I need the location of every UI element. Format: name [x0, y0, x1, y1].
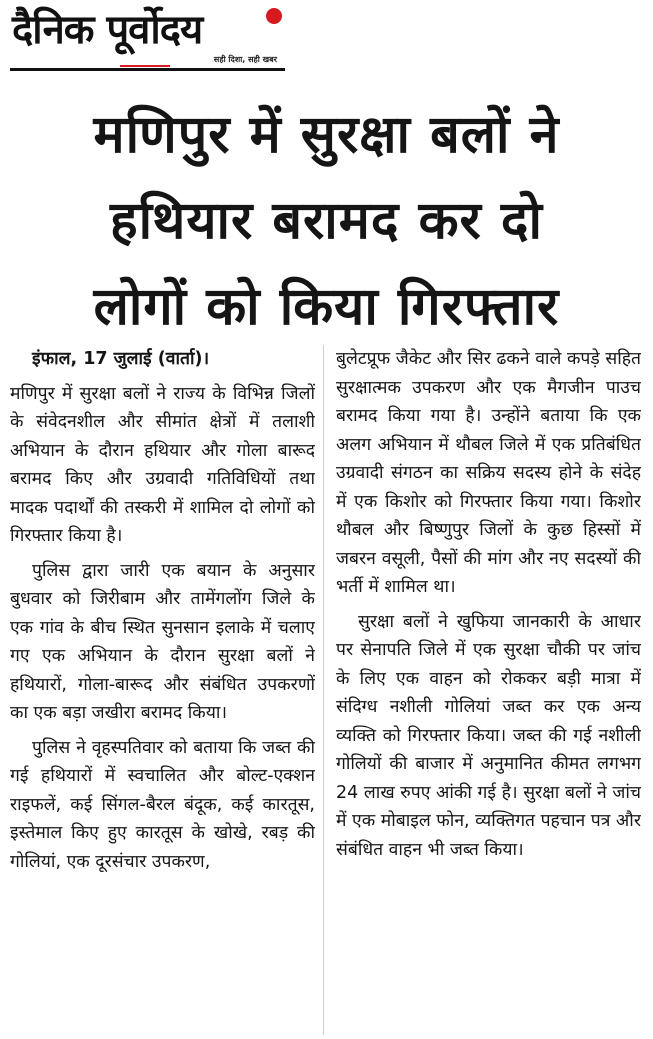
paragraph-4: सुरक्षा बलों ने खुफिया जानकारी के आधार पर सेनापति जिले में एक सुरक्षा चौकी पर जांच के लिए एक वाहन को रोककर बड़ी मात्रा में संदिग्ध नशीली गोलियां जब्त कर एक अन्य व्यक्ति को गिरफ्तार किया। जब्त की गई नशीली गोलियों की बाजार में अनुमानित कीमत लगभग 24 लाख रुपए आंकी गई है। सुरक्षा बलों ने जांच में एक मोबाइल फोन, व्यक्तिगत पहचान पत्र और संबंधित वाहन भी जब्त किया।	[336, 611, 641, 860]
masthead-tagline: सही दिशा, सही खबर	[213, 55, 277, 64]
headline-line-3: लोगों को किया गिरफ्तार	[93, 277, 560, 337]
article-column-right	[336, 345, 641, 1035]
paragraph-1: मणिपुर में सुरक्षा बलों ने राज्य के विभिन्न जिलों के संवेदनशील और सीमांत क्षेत्रों में तलाशी अभियान के दौरान हथियार और गोला बारूद बरामद किए और उग्रवादी गतिविधियों तथा मादक पदार्थों की तस्करी में शामिल दो लोगों को गिरफ्तार किया है।	[10, 383, 315, 546]
article-headline	[10, 92, 643, 350]
paragraph-3: पुलिस ने वृहस्पतिवार को बताया कि जब्त की गई हथियारों में स्वचालित और बोल्ट-एक्शन राइफलें, कई सिंगल-बैरल बंदूक, कई कारतूस, इस्तेमाल किए हुए कारतूस के खोखे, रबड़ की गोलियां, एक दूरसंचार उपकरण,	[10, 737, 315, 872]
masthead-accent-line	[120, 65, 170, 67]
masthead	[10, 6, 285, 72]
headline-line-2: हथियार बरामद कर दो	[110, 191, 543, 251]
newspaper-logo: दैनिक पूर्वोदय	[12, 7, 203, 53]
dateline: इंफाल, 17 जुलाई (वार्ता)।	[32, 349, 210, 369]
article-column-left	[10, 345, 315, 1035]
headline-line-1: मणिपुर में सुरक्षा बलों ने	[93, 105, 560, 165]
masthead-rule	[10, 68, 285, 71]
logo-red-dot-icon	[266, 8, 282, 24]
column-divider	[323, 345, 324, 1035]
paragraph-2: पुलिस द्वारा जारी एक बयान के अनुसार बुधवार को जिरीबाम और तामेंगलोंग जिले के एक गांव के बीच स्थित सुनसान इलाके में चलाए गए एक अभियान के दौरान सुरक्षा बलों ने हथियारों, गोला-बारूद और संबंधित उपकरणों का एक बड़ा जखीरा बरामद किया।	[10, 560, 315, 723]
paragraph-3-continued: बुलेटप्रूफ जैकेट और सिर ढकने वाले कपड़े सहित सुरक्षात्मक उपकरण और एक मैगजीन पाउच बरामद किया गया है। उन्होंने बताया कि एक अलग अभियान में थौबल जिले में एक प्रतिबंधित उग्रवादी संगठन का सक्रिय सदस्य होने के संदेह में एक किशोर को गिरफ्तार किया गया। किशोर थौबल और बिष्णुपुर जिलों के कुछ हिस्सों में जबरन वसूली, पैसों की मांग और नए सदस्यों की भर्ती में शामिल था।	[336, 349, 641, 597]
